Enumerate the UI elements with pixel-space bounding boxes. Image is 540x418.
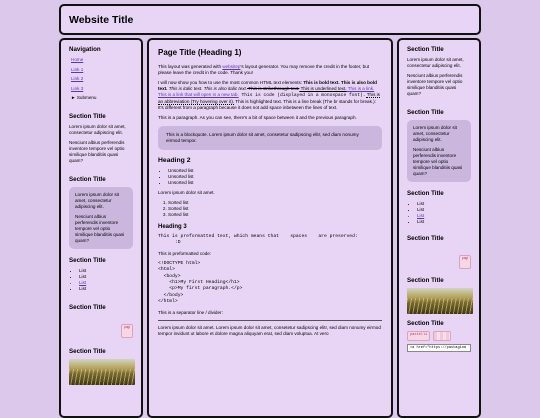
nav-link-3[interactable]: Link 3 bbox=[71, 85, 84, 91]
right-sidebar bbox=[397, 38, 481, 418]
card-text: Nesciunt albius perferendis inventore tempore vel optio similique blanditiis quasi quam? bbox=[413, 147, 463, 176]
unsorted-list bbox=[158, 168, 382, 186]
left-sidebar bbox=[59, 38, 143, 418]
paragraph: Lorem ipsum dolor sit amet. bbox=[158, 190, 215, 195]
button-preview-icon[interactable] bbox=[433, 331, 451, 341]
strike-text: This is strikethrough text. bbox=[247, 86, 300, 91]
bold-text: This is also bold text. bbox=[158, 80, 377, 91]
abbr-text[interactable]: This is an abbreviation (Try hovering over it). bbox=[158, 92, 380, 104]
section-title: Section Title bbox=[407, 190, 444, 197]
blockquote-text: This is a blockquote. Lorem ipsum dolor sit amet, consetetur sadipscing elitr, sed diam nonumy eirmod tempor. bbox=[166, 132, 359, 143]
section-title: Section Title bbox=[69, 347, 106, 355]
section-title: Section Title bbox=[69, 303, 106, 311]
nav-heading: Navigation bbox=[69, 46, 101, 53]
code-text: This is code (displayed in a monospace font). bbox=[238, 93, 366, 98]
nav-menu bbox=[69, 57, 133, 100]
submenu-toggle[interactable]: ► Submenu bbox=[71, 95, 97, 100]
divider bbox=[158, 320, 382, 321]
list-item: • Unsorted list bbox=[168, 168, 382, 174]
site-title: Website Title bbox=[69, 14, 134, 26]
section-title: Section Title bbox=[69, 256, 106, 264]
list-item: • Unsorted list bbox=[168, 174, 382, 180]
list-item: 3. Sorted list bbox=[168, 212, 382, 218]
underline-text: This is underlined text. bbox=[299, 86, 347, 91]
embed-code[interactable]: <a href="https://pastagina bbox=[407, 344, 471, 352]
list-item: • List bbox=[79, 274, 133, 280]
intro-paragraph bbox=[158, 64, 382, 76]
section-title: Section Title bbox=[407, 46, 444, 53]
badge-icon[interactable]: pagi bbox=[459, 255, 471, 269]
main-content bbox=[147, 38, 393, 418]
section-text: Nesciunt albius perferendis inventore tempore vel optio similique blanditiis quasi quam? bbox=[69, 139, 125, 163]
list-item: 1. Sorted list bbox=[168, 200, 382, 206]
section-text: Lorem ipsum dolor sit amet, consectetur adipiscing elit. bbox=[69, 123, 126, 135]
site-header bbox=[59, 4, 481, 35]
list-item: • Unsorted list bbox=[168, 180, 382, 186]
section-title: Section Title bbox=[69, 175, 106, 183]
nav-link-1[interactable]: Link 1 bbox=[71, 66, 84, 72]
card-text: Nesciunt albius perferendis inventore tempore vel optio similique blanditiis quasi quam? bbox=[75, 213, 125, 243]
italic-text: This is italic text. This is also italic text. bbox=[167, 86, 248, 91]
intro-text: 's layout generator. You may remove the credit in the footer, but please leave the credit in the code. Thank you! bbox=[158, 64, 370, 75]
sorted-list bbox=[158, 200, 382, 218]
heading-3: Heading 3 bbox=[158, 224, 187, 230]
preformatted-text: This is preformatted text, which means that spaces are preserved: :D bbox=[158, 234, 358, 246]
text-plain: I will now show you how to use the most common HTML text elements: bbox=[158, 80, 304, 85]
text-elements-paragraph bbox=[158, 80, 382, 111]
list-item: • List bbox=[417, 207, 471, 213]
example-link[interactable]: This is a link. This is a link that will open in a new tab. bbox=[158, 86, 375, 97]
list-item: • List bbox=[79, 268, 133, 274]
section-title: Section Title bbox=[69, 112, 106, 120]
section-list bbox=[69, 268, 133, 292]
list-item: 2. Sorted list bbox=[168, 206, 382, 212]
blockquote bbox=[158, 126, 382, 150]
nav-link-home[interactable]: Home bbox=[71, 57, 84, 62]
section-title: Section Title bbox=[407, 277, 444, 284]
section-text: Lorem ipsum dolor sit amet, consectetur adipiscing elit. bbox=[407, 57, 464, 68]
button-tag[interactable]: pastelli bbox=[407, 331, 430, 341]
paragraph: This is a separator line / divider: bbox=[158, 309, 223, 315]
grass-image bbox=[407, 288, 473, 314]
page-title: Page Title (Heading 1) bbox=[158, 48, 242, 57]
paragraph: This is a paragraph. As you can see, there's a bit of space between it and the previous paragraph. bbox=[158, 115, 357, 120]
grass-image bbox=[69, 359, 135, 385]
preformatted-code: <!DOCTYPE html> <html> <body> <h1>My First Heading</h1> <p>My first paragraph.</p> </body> </html> bbox=[158, 260, 243, 305]
section-list bbox=[407, 201, 471, 225]
list-item-link[interactable]: • List bbox=[417, 213, 471, 219]
highlight-text: This is highlighted text. bbox=[234, 99, 283, 104]
list-item: • List bbox=[79, 286, 133, 292]
bold-text: This is bold text. bbox=[303, 80, 340, 85]
section-title: Section Title bbox=[407, 320, 444, 327]
intro-text: This layout was generated with bbox=[158, 64, 223, 69]
text-plain: This is a line break (The br stands for break.): It's different from a paragraph because it does not add space inbetween the lines of text. bbox=[158, 99, 376, 110]
list-item: • List bbox=[417, 201, 471, 207]
badge-icon[interactable]: pagi bbox=[121, 324, 133, 338]
list-item-link[interactable]: • List bbox=[79, 280, 133, 286]
section-card bbox=[407, 120, 471, 182]
section-title: Section Title bbox=[407, 235, 444, 242]
card-text: Lorem ipsum dolor sit amet, consectetur adipiscing elit. bbox=[413, 125, 457, 142]
generator-link[interactable]: websitep bbox=[222, 64, 241, 69]
section-text: Nesciunt albius perferendis inventore tempore vel optio similique blanditiis quasi quam? bbox=[407, 73, 463, 96]
section-card bbox=[69, 187, 133, 249]
paragraph: Lorem ipsum dolor sit amet. Lorem ipsum dolor sit amet, consetetur sadipscing elitr, sed diam nonumy eirmod tempor invidunt ut labore et dolore magna aliquyam erat, sed diam voluptua. At vero bbox=[158, 324, 381, 336]
heading-2: Heading 2 bbox=[158, 157, 191, 164]
paragraph: This is preformatted code: bbox=[158, 250, 212, 256]
nav-link-2[interactable]: Link 2 bbox=[71, 76, 84, 81]
section-title: Section Title bbox=[407, 109, 444, 116]
list-item: • List bbox=[417, 219, 471, 225]
card-text: Lorem ipsum dolor sit amet, consectetur adipiscing elit. bbox=[75, 191, 119, 209]
